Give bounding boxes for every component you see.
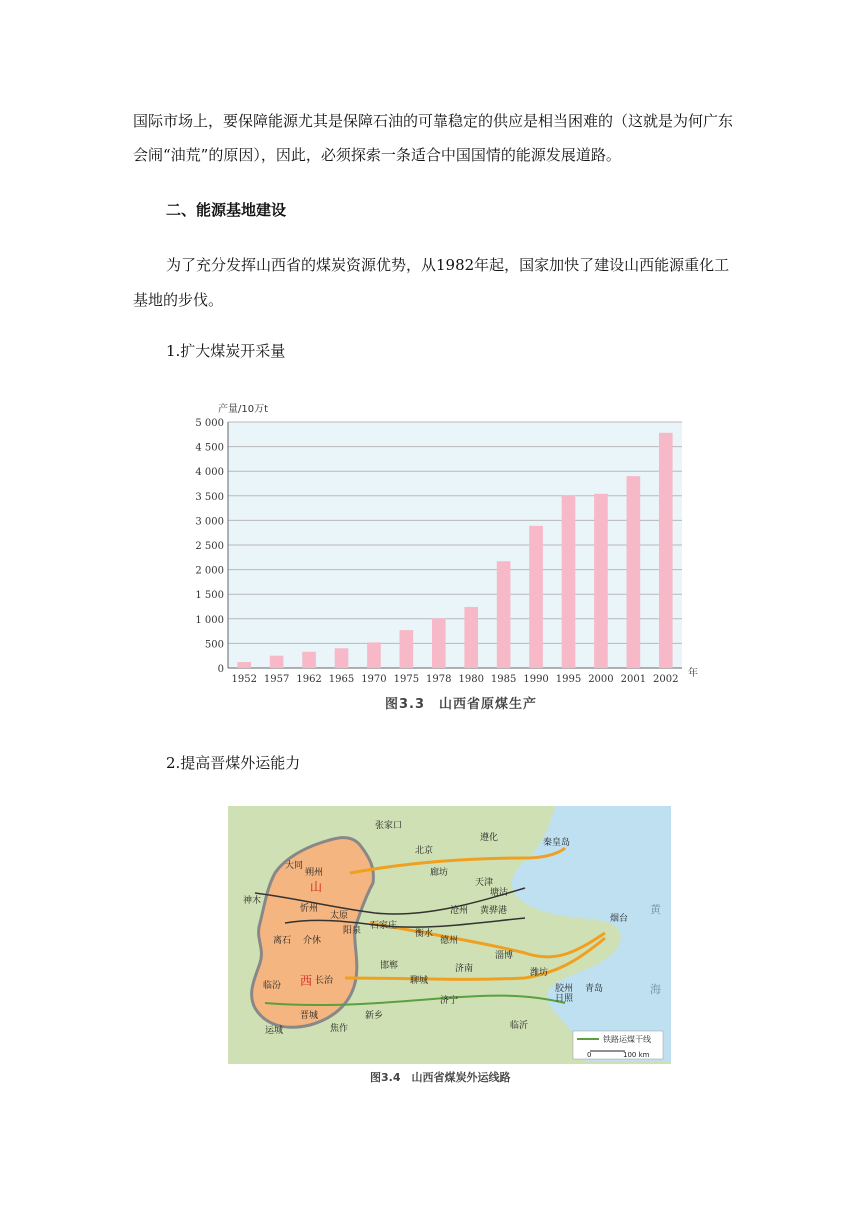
map-legend [573, 1031, 663, 1059]
city-qinhuangdao: 秦皇岛 [543, 838, 571, 848]
city-qingdao: 青岛 [585, 984, 604, 994]
city-cangzhou: 沧州 [450, 906, 469, 916]
city-jiaozuo: 焦作 [330, 1024, 349, 1034]
city-jiexiu: 介休 [303, 936, 322, 946]
city-linfen: 临汾 [263, 981, 282, 991]
city-changzhi: 长治 [315, 976, 334, 986]
city-zibo: 淄博 [495, 951, 514, 961]
paragraph-1-line-1: 国际市场上，要保障能源尤其是保障石油的可靠稳定的供应是相当困难的（这就是为何广东 [133, 112, 734, 130]
city-datong: 大同 [285, 861, 304, 871]
y-tick-label-3000: 3 000 [195, 516, 224, 528]
x-tick-label-1975: 1975 [393, 674, 420, 685]
sea-label-2: 海 [650, 983, 661, 996]
city-lishi: 离石 [273, 936, 292, 946]
scale-zero: 0 [587, 1051, 592, 1059]
city-shenmu: 神木 [243, 896, 262, 906]
bar-1980 [464, 607, 478, 668]
y-tick-label-1500: 1 500 [195, 590, 224, 602]
x-tick-label-1990: 1990 [523, 674, 549, 685]
city-taiyuan: 太原 [330, 911, 349, 921]
city-yangquan: 阳泉 [343, 926, 362, 936]
bar-1962 [302, 652, 316, 668]
coal-transport-map-svg [225, 803, 674, 1088]
map-caption: 图3.4 山西省煤炭外运线路 [370, 1071, 511, 1084]
y-tick-label-1000: 1 000 [195, 614, 224, 626]
city-rizhao: 日照 [555, 994, 574, 1004]
city-tianjin: 天津 [475, 878, 494, 888]
city-yantai: 烟台 [610, 914, 629, 924]
bar-1965 [335, 648, 349, 668]
bar-1978 [432, 618, 446, 668]
subheading-expand-coal-mining: 1.扩大煤炭开采量 [166, 342, 286, 360]
city-tanggu: 塘沽 [490, 888, 509, 898]
city-weifang: 潍坊 [530, 968, 549, 978]
city-zhangjiakou: 张家口 [375, 821, 403, 831]
city-dezhou: 德州 [440, 936, 459, 946]
province-label-2: 西 [300, 974, 313, 988]
city-jincheng: 晋城 [300, 1011, 319, 1021]
subheading-coal-transport: 2.提高晋煤外运能力 [166, 754, 301, 772]
city-beijing: 北京 [415, 846, 434, 856]
y-tick-label-500: 500 [204, 639, 224, 651]
y-tick-label-4500: 4 500 [195, 442, 224, 454]
bar-1957 [270, 656, 284, 668]
bar-1995 [562, 495, 576, 668]
city-jining: 济宁 [440, 996, 459, 1006]
city-yuncheng: 运城 [265, 1026, 284, 1036]
x-tick-label-2002: 2002 [653, 674, 679, 685]
y-tick-label-2000: 2 000 [195, 565, 224, 577]
paragraph-1-line-2: 会闹“油荒”的原因），因此，必须探索一条适合中国国情的能源发展道路。 [133, 146, 621, 164]
city-linyi: 临沂 [510, 1021, 529, 1031]
x-tick-label-1962: 1962 [296, 674, 322, 685]
bar-1952 [237, 662, 251, 668]
x-tick-label-1978: 1978 [426, 674, 452, 685]
bar-1970 [367, 642, 381, 668]
x-tick-label-1995: 1995 [555, 674, 582, 685]
coal-production-chart [195, 396, 700, 721]
section-heading: 二、能源基地建设 [166, 201, 287, 219]
y-tick-label-0: 0 [217, 664, 224, 675]
city-jinan: 济南 [455, 964, 474, 974]
bar-2001 [627, 476, 641, 668]
province-label-1: 山 [310, 880, 323, 894]
x-tick-label-1952: 1952 [231, 674, 257, 685]
bar-1990 [529, 526, 543, 668]
x-tick-label-1985: 1985 [490, 674, 517, 685]
coal-transport-map [225, 803, 674, 1088]
coal-production-chart-svg [195, 396, 700, 721]
paragraph-2-line-2: 基地的步伐。 [133, 291, 224, 309]
y-tick-label-3500: 3 500 [195, 491, 224, 503]
x-tick-label-1980: 1980 [458, 674, 484, 685]
legend-label: 铁路运煤干线 [603, 1035, 651, 1044]
bar-1975 [400, 630, 414, 668]
y-axis-label: 产量/10万t [218, 404, 269, 415]
bar-2000 [594, 494, 608, 668]
city-shijiazhuang: 石家庄 [370, 921, 398, 931]
bar-2002 [659, 433, 673, 668]
city-handan: 邯郸 [380, 961, 399, 971]
x-tick-label-1965: 1965 [328, 674, 355, 685]
chart-caption: 图3.3 山西省原煤生产 [385, 697, 538, 712]
city-liaocheng: 聊城 [410, 976, 429, 986]
city-xinzhou: 忻州 [300, 904, 319, 914]
x-axis-label: 年 [688, 668, 698, 679]
sea-label-1: 黄 [650, 903, 661, 916]
city-xinxiang: 新乡 [365, 1011, 384, 1021]
x-tick-label-2001: 2001 [620, 674, 647, 685]
bar-1985 [497, 561, 511, 668]
city-zunhua: 遵化 [480, 833, 499, 843]
y-tick-label-4000: 4 000 [195, 467, 224, 479]
scale-label: 100 km [623, 1051, 650, 1059]
city-shuozhou: 朔州 [305, 868, 324, 878]
y-tick-label-5000: 5 000 [195, 418, 224, 429]
x-tick-label-1970: 1970 [361, 674, 387, 685]
x-tick-label-2000: 2000 [588, 674, 614, 685]
paragraph-2-line-1: 为了充分发挥山西省的煤炭资源优势，从1982年起，国家加快了建设山西能源重化工 [166, 256, 730, 274]
y-tick-label-2500: 2 500 [195, 541, 224, 552]
city-langfang: 廊坊 [430, 868, 449, 878]
x-tick-label-1957: 1957 [263, 674, 290, 685]
city-hengshui: 衡水 [415, 929, 434, 939]
city-jiaozhou: 胶州 [555, 984, 574, 994]
city-huanghua: 黄骅港 [480, 906, 508, 916]
